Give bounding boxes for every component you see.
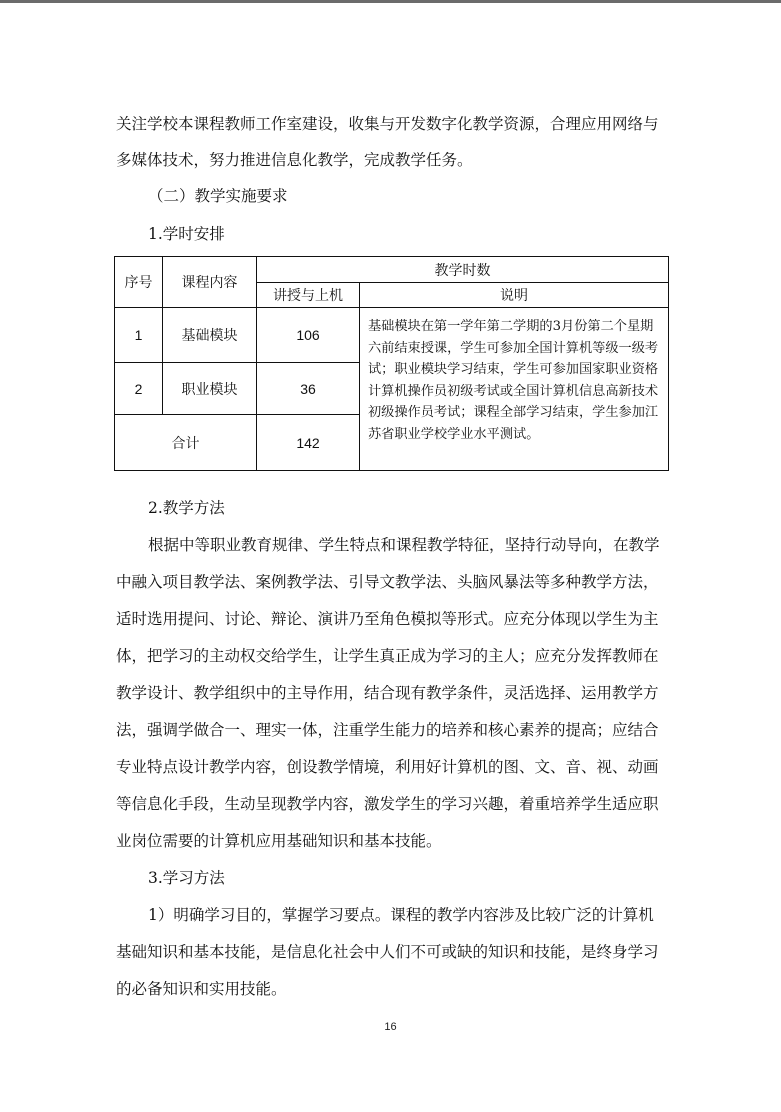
row-no: 2	[115, 363, 163, 415]
methods-line: 教学设计、教学组织中的主导作用，结合现有教学条件，灵活选择、运用教学方	[116, 684, 659, 702]
page-number: 16	[384, 1021, 397, 1033]
header-note: 说明	[360, 283, 669, 308]
header-content: 课程内容	[163, 257, 257, 308]
section-heading: （二）教学实施要求	[148, 187, 288, 205]
header-hours-group: 教学时数	[257, 257, 669, 283]
methods-line: 等信息化手段，生动呈现教学内容，激发学生的学习兴趣，着重培养学生适应职	[116, 795, 659, 813]
methods-line: 专业特点设计教学内容，创设教学情境，利用好计算机的图、文、音、视、动画	[116, 758, 659, 776]
row-hours: 36	[257, 363, 360, 415]
learning-line: 基础知识和基本技能，是信息化社会中人们不可或缺的知识和技能，是终身学习	[116, 943, 659, 961]
subsection-heading-3: 3.学习方法	[148, 869, 225, 887]
learning-line: 的必备知识和实用技能。	[116, 980, 287, 998]
header-lecture: 讲授与上机	[257, 283, 360, 308]
learning-line: 1）明确学习目的，掌握学习要点。课程的教学内容涉及比较广泛的计算机	[148, 906, 654, 924]
total-label: 合计	[115, 415, 257, 471]
intro-line-1: 关注学校本课程教师工作室建设，收集与开发数字化教学资源，合理应用网络与	[116, 115, 659, 133]
row-content: 职业模块	[163, 363, 257, 415]
intro-line-2: 多媒体技术，努力推进信息化教学，完成教学任务。	[116, 151, 473, 169]
total-hours: 142	[257, 415, 360, 471]
subsection-heading-2: 2.教学方法	[148, 499, 225, 517]
note-cell: 基础模块在第一学年第二学期的3月份第二个星期六前结束授课，学生可参加全国计算机等级一级考试；职业模块学习结束，学生可参加国家职业资格计算机操作员初级考试或全国计算机信息高新技术初级操作员考试；课程全部学习结束，学生参加江苏省职业学校学业水平测试。	[360, 308, 669, 471]
row-content: 基础模块	[163, 308, 257, 363]
table-row	[115, 308, 669, 363]
methods-line: 业岗位需要的计算机应用基础知识和基本技能。	[116, 832, 442, 850]
header-no: 序号	[115, 257, 163, 308]
methods-line: 根据中等职业教育规律、学生特点和课程教学特征，坚持行动导向，在教学	[148, 536, 660, 554]
teaching-hours-table	[114, 256, 669, 471]
methods-line: 法，强调学做合一、理实一体，注重学生能力的培养和核心素养的提高；应结合	[116, 721, 659, 739]
methods-line: 适时选用提问、讨论、辩论、演讲乃至角色模拟等形式。应充分体现以学生为主	[116, 610, 659, 628]
subsection-heading-1: 1.学时安排	[148, 225, 225, 243]
row-no: 1	[115, 308, 163, 363]
methods-line: 体，把学习的主动权交给学生，让学生真正成为学习的主人；应充分发挥教师在	[116, 647, 659, 665]
methods-line: 中融入项目教学法、案例教学法、引导文教学法、头脑风暴法等多种教学方法，	[116, 573, 659, 591]
row-hours: 106	[257, 308, 360, 363]
